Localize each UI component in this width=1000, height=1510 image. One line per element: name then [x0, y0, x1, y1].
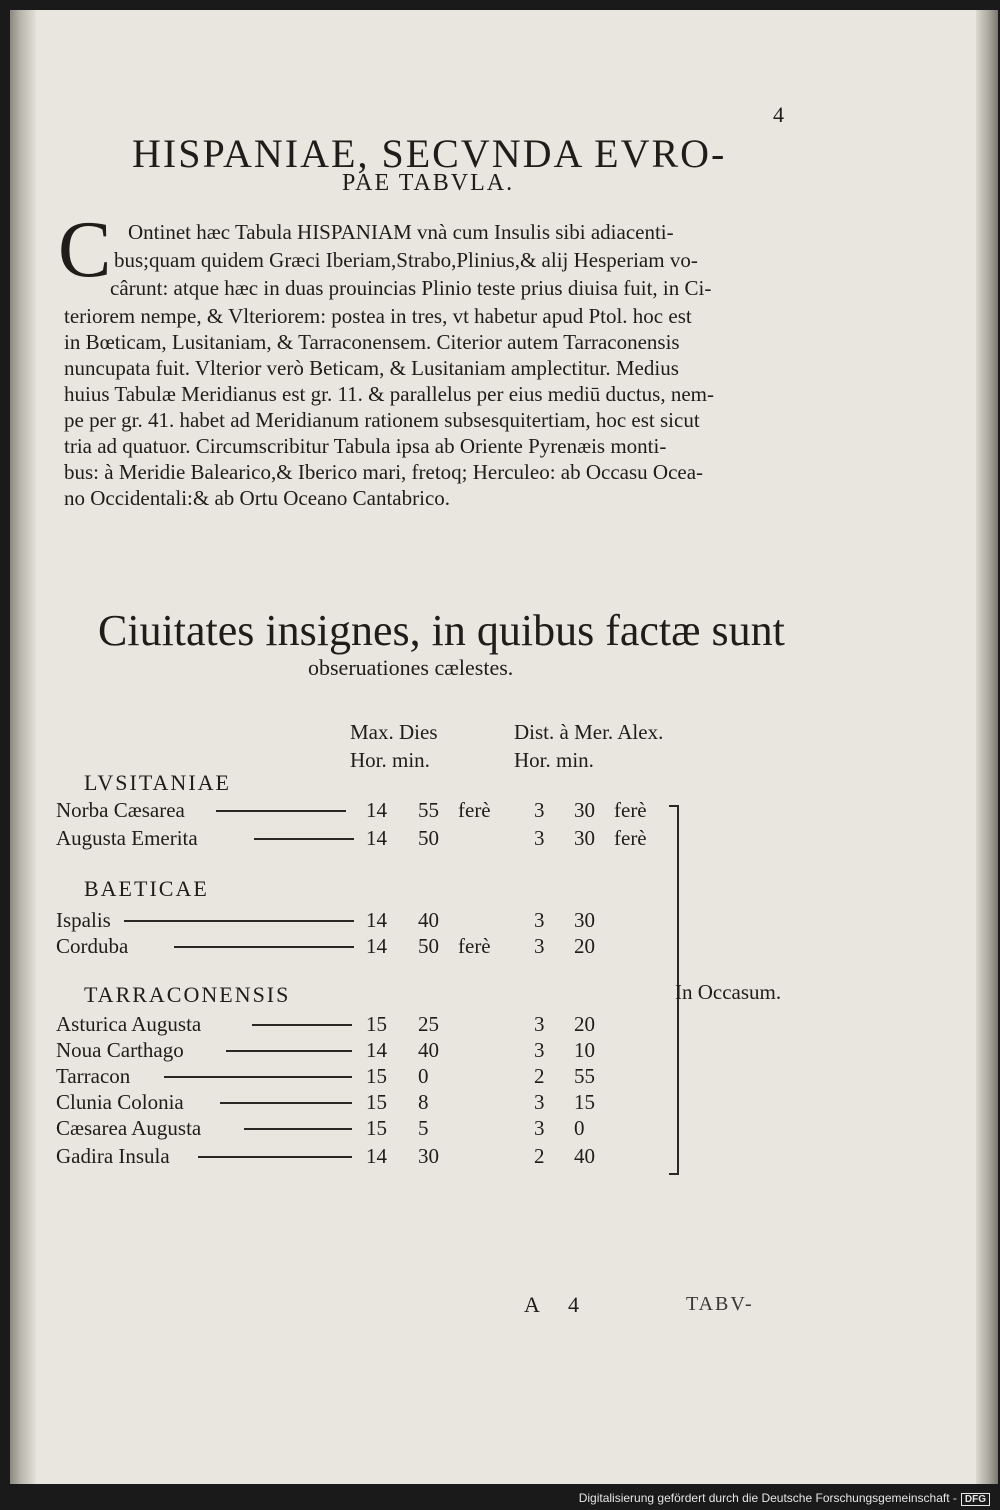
distance-minutes: 20 — [574, 1012, 595, 1036]
table-title-line-1: Ciuitates insignes, in quibus factæ sunt — [98, 606, 785, 655]
distance-minutes: 30 — [574, 798, 595, 822]
body-line: pe per gr. 41. habet ad Meridianum rationem subsesquitertiam, hoc est sicut — [64, 408, 700, 432]
brace-label: In Occasum. — [675, 980, 782, 1004]
distance-minutes: 30 — [574, 908, 595, 932]
max-day-hours: 15 — [366, 1012, 387, 1036]
max-day-hours: 15 — [366, 1090, 387, 1114]
max-day-minutes: 25 — [418, 1012, 439, 1036]
max-day-hours: 14 — [366, 934, 387, 958]
city-name: Ispalis — [56, 908, 111, 932]
table-row — [56, 1064, 636, 1090]
column-subheader-max-dies: Hor. min. — [350, 748, 430, 772]
leader-line — [252, 1024, 352, 1026]
max-day-minutes: 50 — [418, 826, 439, 850]
max-day-minutes: 40 — [418, 908, 439, 932]
body-line: teriorem nempe, & Vlteriorem: postea in tres, vt habetur apud Ptol. hoc est — [64, 304, 692, 328]
distance-minutes: 30 — [574, 826, 595, 850]
city-name: Asturica Augusta — [56, 1012, 202, 1036]
distance-minutes: 55 — [574, 1064, 595, 1088]
distance-hours: 3 — [534, 826, 545, 850]
signature-letter: A — [524, 1292, 540, 1317]
city-name: Gadira Insula — [56, 1144, 170, 1168]
body-line: cârunt: atque hæc in duas prouincias Plinio teste prius diuisa fuit, in Ci- — [110, 276, 712, 300]
distance-minutes: 0 — [574, 1116, 585, 1140]
max-day-minutes: 50 — [418, 934, 439, 958]
max-day-hours: 14 — [366, 1144, 387, 1168]
distance-hours: 3 — [534, 1038, 545, 1062]
max-day-hours: 14 — [366, 908, 387, 932]
body-line: bus: à Meridie Balearico,& Iberico mari, fretoq; Herculeo: ab Occasu Ocea- — [64, 460, 704, 484]
leader-line — [174, 946, 354, 948]
max-day-minutes: 8 — [418, 1090, 429, 1114]
distance-hours: 3 — [534, 1012, 545, 1036]
table-row — [56, 1144, 636, 1170]
region-heading: LVSITANIAE — [84, 770, 231, 795]
catchword: TABV- — [686, 1293, 754, 1315]
leader-line — [164, 1076, 352, 1078]
distance-hours: 3 — [534, 798, 545, 822]
leader-line — [124, 920, 354, 922]
max-day-approx: ferè — [458, 798, 491, 822]
table-row — [56, 826, 647, 852]
leader-line — [244, 1128, 352, 1130]
distance-hours: 2 — [534, 1144, 545, 1168]
drop-cap: C — [58, 206, 112, 294]
distance-minutes: 15 — [574, 1090, 595, 1114]
max-day-approx: ferè — [458, 934, 491, 958]
max-day-minutes: 40 — [418, 1038, 439, 1062]
page-number: 4 — [773, 102, 784, 127]
table-row — [56, 934, 636, 960]
signature-number: 4 — [568, 1292, 579, 1317]
distance-hours: 3 — [534, 1116, 545, 1140]
region-heading: TARRACONENSIS — [84, 982, 291, 1007]
distance-hours: 3 — [534, 1090, 545, 1114]
max-day-minutes: 30 — [418, 1144, 439, 1168]
distance-minutes: 40 — [574, 1144, 595, 1168]
max-day-hours: 15 — [366, 1116, 387, 1140]
distance-approx: ferè — [614, 826, 647, 850]
table-row — [56, 1012, 636, 1038]
distance-hours: 3 — [534, 934, 545, 958]
page-title-line-1: HISPANIAE, SECVNDA EVRO- — [132, 131, 727, 176]
body-line: nuncupata fuit. Vlterior verò Beticam, & Lusitaniam amplectitur. Medius — [64, 356, 679, 380]
max-day-hours: 14 — [366, 1038, 387, 1062]
table-row — [56, 1090, 636, 1116]
leader-line — [254, 838, 354, 840]
city-name: Noua Carthago — [56, 1038, 184, 1062]
page-edge — [976, 10, 998, 1484]
digitization-credit — [579, 1491, 990, 1506]
city-name: Cæsarea Augusta — [56, 1116, 202, 1140]
table-row — [56, 908, 636, 934]
city-name: Clunia Colonia — [56, 1090, 184, 1114]
column-header-max-dies: Max. Dies — [350, 720, 438, 744]
max-day-hours: 15 — [366, 1064, 387, 1088]
city-name: Tarracon — [56, 1064, 131, 1088]
region-heading: BAETICAE — [84, 876, 209, 901]
max-day-hours: 14 — [366, 826, 387, 850]
max-day-hours: 14 — [366, 798, 387, 822]
table-row — [56, 798, 647, 824]
column-header-distance: Dist. à Mer. Alex. — [514, 720, 664, 744]
book-page — [10, 10, 998, 1484]
max-day-minutes: 0 — [418, 1064, 429, 1088]
credit-text: Digitalisierung gefördert durch die Deutsche Forschungsgemeinschaft - — [578, 1491, 957, 1505]
max-day-minutes: 55 — [418, 798, 439, 822]
body-line: Ontinet hæc Tabula HISPANIAM vnà cum Insulis sibi adiacenti- — [128, 220, 674, 244]
body-line: tria ad quatuor. Circumscribitur Tabula ipsa ab Oriente Pyrenæis monti- — [64, 434, 667, 458]
table-row — [56, 1116, 636, 1142]
body-line: bus;quam quidem Græci Iberiam,Strabo,Plinius,& alij Hesperiam vo- — [114, 248, 698, 272]
table-title-line-2: obseruationes cælestes. — [308, 655, 514, 680]
distance-hours: 2 — [534, 1064, 545, 1088]
leader-line — [226, 1050, 352, 1052]
max-day-minutes: 5 — [418, 1116, 429, 1140]
leader-line — [220, 1102, 352, 1104]
leader-line — [216, 810, 346, 812]
table-row — [56, 1038, 636, 1064]
distance-minutes: 10 — [574, 1038, 595, 1062]
distance-approx: ferè — [614, 798, 647, 822]
dfg-logo: DFG — [961, 1493, 990, 1506]
leader-line — [198, 1156, 352, 1158]
column-subheader-distance: Hor. min. — [514, 748, 594, 772]
city-name: Corduba — [56, 934, 129, 958]
page-title-line-2: PAE TABVLA. — [342, 170, 515, 196]
city-name: Augusta Emerita — [56, 826, 198, 850]
city-name: Norba Cæsarea — [56, 798, 185, 822]
body-line: in Bœticam, Lusitaniam, & Tarraconensem. Citerior autem Tarraconensis — [64, 330, 680, 354]
page-gutter — [10, 10, 36, 1484]
distance-hours: 3 — [534, 908, 545, 932]
body-line: huius Tabulæ Meridianus est gr. 11. & parallelus per eius mediū ductus, nem- — [64, 382, 715, 406]
distance-minutes: 20 — [574, 934, 595, 958]
body-line: no Occidentali:& ab Ortu Oceano Cantabrico. — [64, 486, 451, 510]
